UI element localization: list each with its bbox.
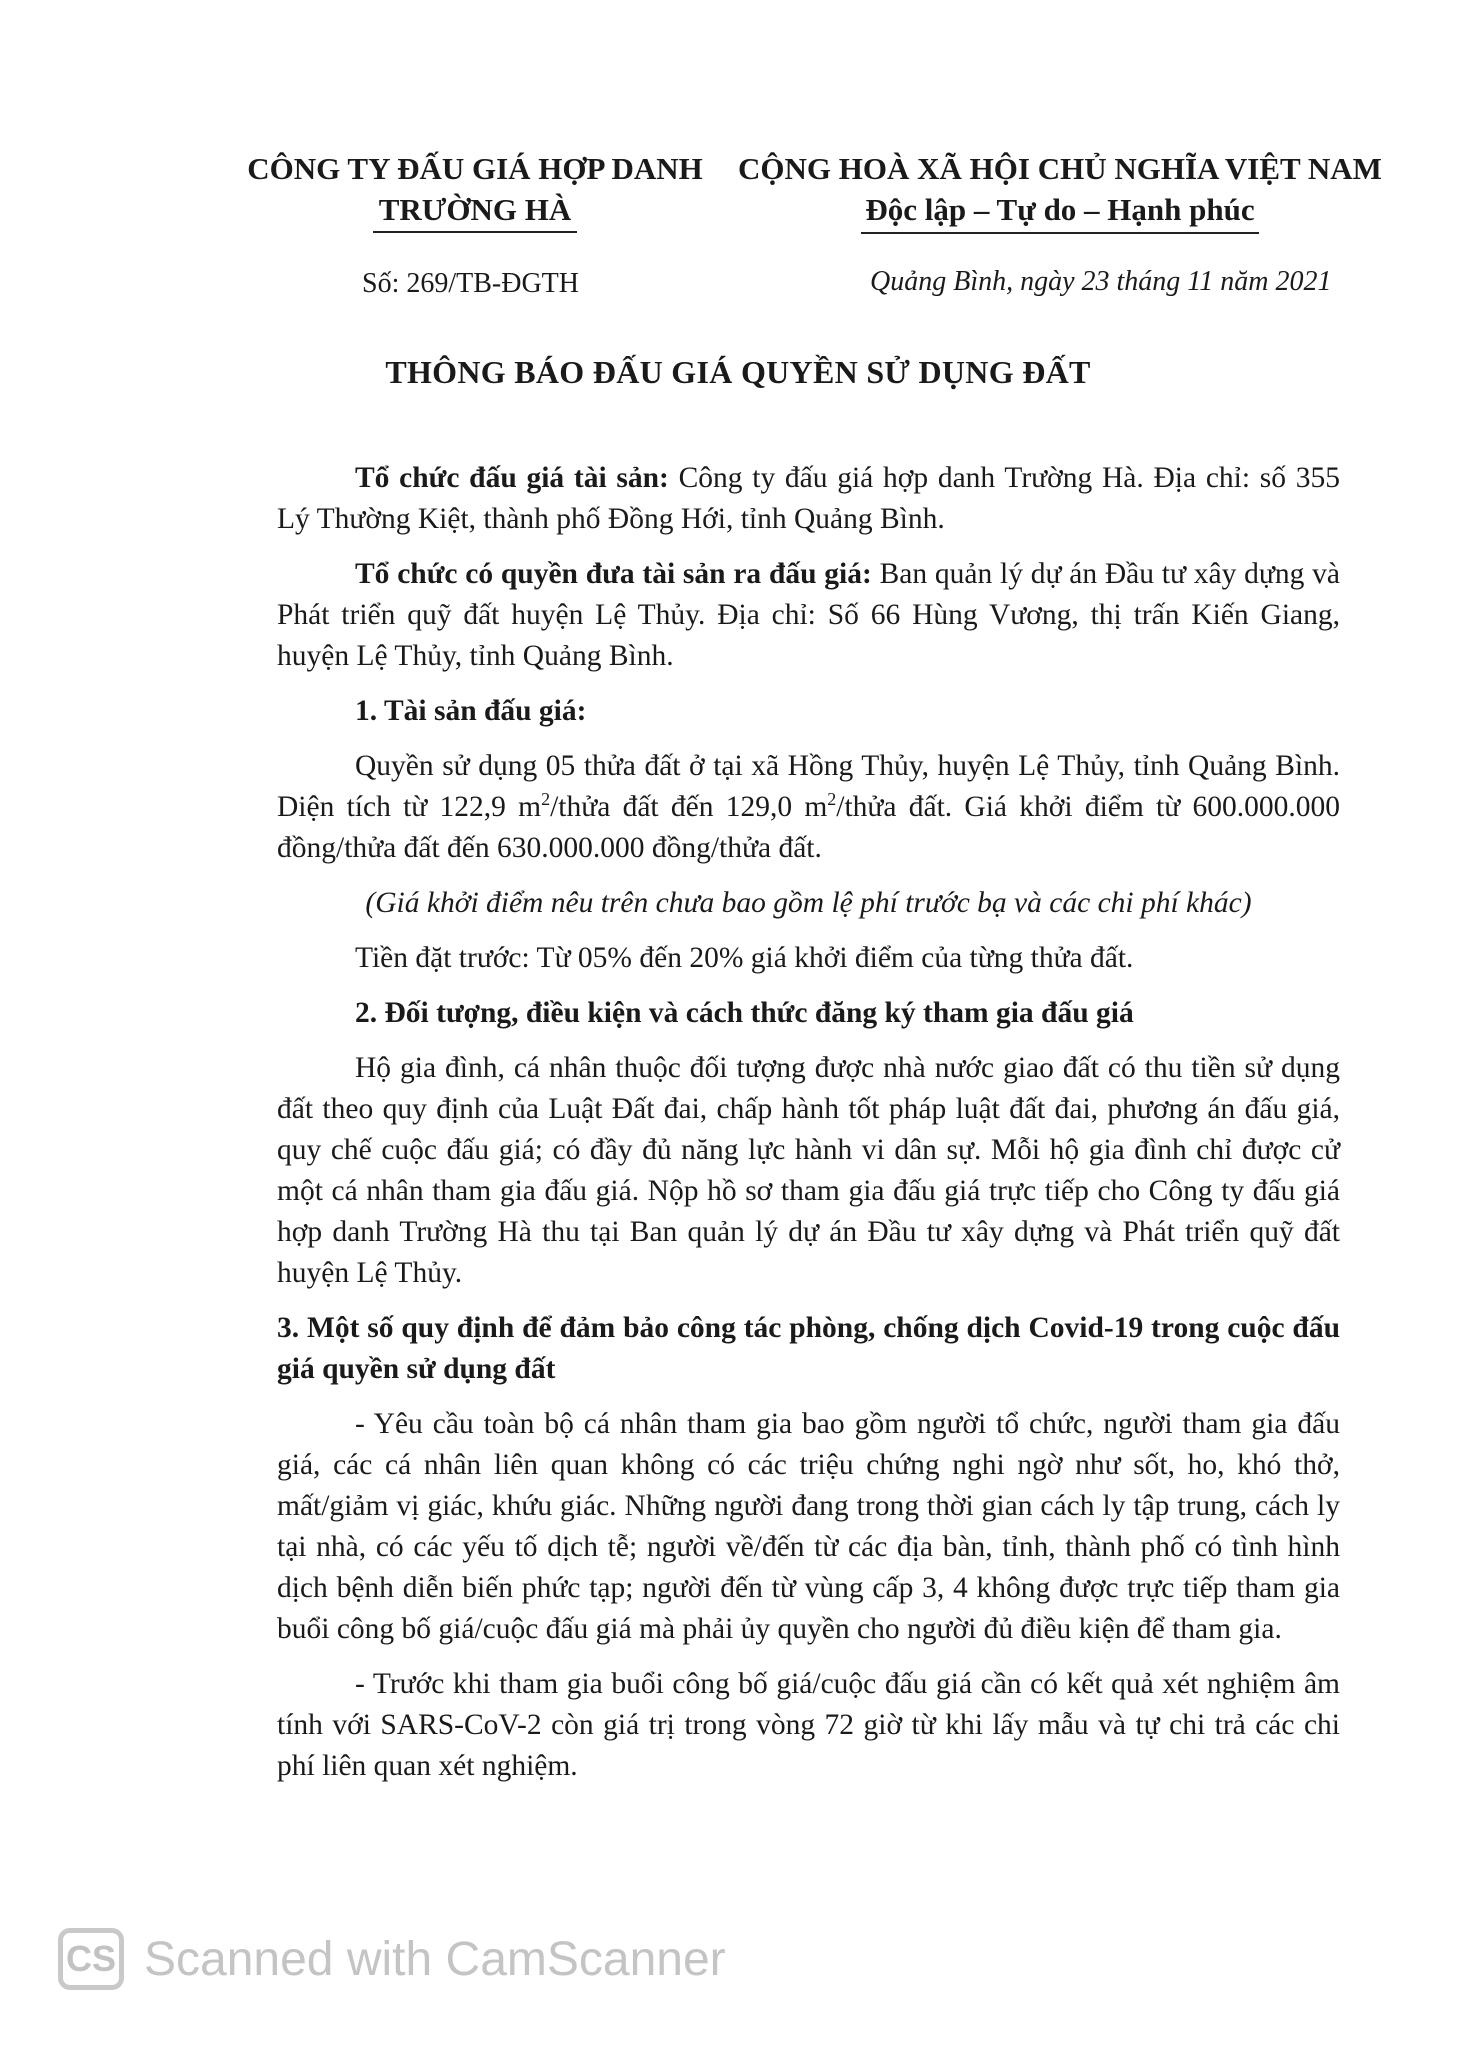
national-title: CỘNG HOÀ XÃ HỘI CHỦ NGHĨA VIỆT NAM <box>738 151 1382 186</box>
camscanner-logo-icon: CS <box>58 1928 124 1990</box>
organization-name-line2: TRƯỜNG HÀ <box>373 189 578 233</box>
document-body <box>277 458 1340 1801</box>
deposit-paragraph: Tiền đặt trước: Từ 05% đến 20% giá khởi điểm của từng thửa đất. <box>355 942 1134 974</box>
asset-owner-paragraph <box>277 554 1340 677</box>
document-number: Số: 269/TB-ĐGTH <box>362 268 579 299</box>
asset-owner-label: Tổ chức có quyền đưa tài sản ra đấu giá: <box>355 558 872 590</box>
section1-text-a: Quyền sử dụng 05 thửa đất ở tại xã Hồng Thủy, huyện Lệ Thủy, tỉnh Quảng Bình. Diện tích từ 122,9 m <box>277 750 1340 823</box>
section3-item1: - Yêu cầu toàn bộ cá nhân tham gia bao gồm người tổ chức, người tham gia đấu giá, các cá nhân liên quan không có các triệu chứng nghi ngờ như sốt, ho, khó thở, mất/giảm vị giác, khứu giác. Những người đang trong thời gian cách ly tập trung, cách ly tại nhà, có các yếu tố dịch tễ; người về/đến từ các địa bàn, tỉnh, thành phố có tình hình dịch bệnh diễn biến phức tạp; người đến từ vùng cấp 3, 4 không được trực tiếp tham gia buổi công bố giá/cuộc đấu giá mà phải ủy quyền cho người đủ điều kiện để tham gia. <box>277 1408 1340 1645</box>
national-header <box>730 148 1390 234</box>
section3-heading: 3. Một số quy định để đảm bảo công tác phòng, chống dịch Covid-19 trong cuộc đấu giá quyền sử dụng đất <box>277 1312 1340 1385</box>
price-note: (Giá khởi điểm nêu trên chưa bao gồm lệ phí trước bạ và các chi phí khác) <box>365 887 1252 919</box>
area-unit-superscript: 2 <box>541 789 551 810</box>
area-unit-superscript: 2 <box>827 789 837 810</box>
place-date: Quảng Bình, ngày 23 tháng 11 năm 2021 <box>870 266 1332 297</box>
auction-organization-text: Công ty đấu giá hợp danh Trường Hà. Địa chỉ: số 355 Lý Thường Kiệt, thành phố Đồng Hới, tỉnh Quảng Bình. <box>277 462 1340 535</box>
section2-heading: 2. Đối tượng, điều kiện và cách thức đăng ký tham gia đấu giá <box>355 997 1134 1029</box>
national-motto: Độc lập – Tự do – Hạnh phúc <box>861 189 1258 234</box>
section1-heading: 1. Tài sản đấu giá: <box>355 695 587 727</box>
section1-text-b: /thửa đất đến 129,0 m <box>550 791 828 823</box>
organization-header <box>245 148 705 233</box>
section1-paragraph <box>277 746 1340 869</box>
camscanner-watermark-text: Scanned with CamScanner <box>144 1932 726 1986</box>
asset-owner-text: Ban quản lý dự án Đầu tư xây dựng và Phát triển quỹ đất huyện Lệ Thủy. Địa chỉ: Số 66 Hùng Vương, thị trấn Kiến Giang, huyện Lệ Thủy, tỉnh Quảng Bình. <box>277 558 1340 672</box>
camscanner-watermark <box>58 1924 726 1994</box>
section2-paragraph: Hộ gia đình, cá nhân thuộc đối tượng được nhà nước giao đất có thu tiền sử dụng đất theo quy định của Luật Đất đai, chấp hành tốt pháp luật đất đai, phương án đấu giá, quy chế cuộc đấu giá; có đầy đủ năng lực hành vi dân sự. Mỗi hộ gia đình chỉ được cử một cá nhân tham gia đấu giá. Nộp hồ sơ tham gia đấu giá trực tiếp cho Công ty đấu giá hợp danh Trường Hà thu tại Ban quản lý dự án Đầu tư xây dựng và Phát triển quỹ đất huyện Lệ Thủy. <box>277 1052 1340 1289</box>
section1-text-c: /thửa đất. Giá khởi điểm từ 600.000.000 đồng/thửa đất đến 630.000.000 đồng/thửa đất. <box>277 791 1340 864</box>
organization-name-line1: CÔNG TY ĐẤU GIÁ HỢP DANH <box>247 151 703 186</box>
auction-organization-paragraph <box>277 458 1340 540</box>
section3-item2: - Trước khi tham gia buổi công bố giá/cuộc đấu giá cần có kết quả xét nghiệm âm tính với SARS-CoV-2 còn giá trị trong vòng 72 giờ từ khi lấy mẫu và tự chi trả các chi phí liên quan xét nghiệm. <box>277 1668 1340 1782</box>
document-title: THÔNG BÁO ĐẤU GIÁ QUYỀN SỬ DỤNG ĐẤT <box>385 354 1091 390</box>
auction-organization-label: Tổ chức đấu giá tài sản: <box>355 462 669 494</box>
